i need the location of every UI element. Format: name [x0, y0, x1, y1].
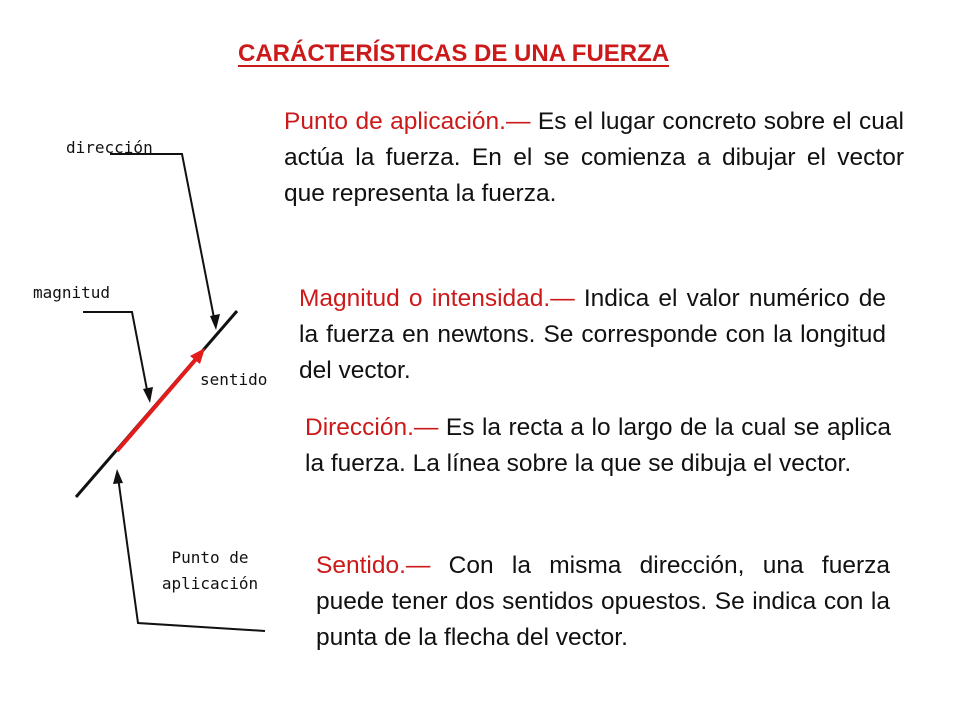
direccion-pointer [110, 154, 215, 323]
label-punto-line2: aplicación [161, 574, 259, 593]
label-sentido: sentido [200, 370, 268, 389]
force-vector [117, 358, 197, 451]
label-direccion: dirección [66, 138, 153, 157]
paragraph-punto-aplicacion [284, 104, 904, 212]
paragraph-direccion [305, 410, 891, 482]
term-magnitud: Magnitud o intensidad.— [299, 285, 575, 312]
direccion-pointer-arrowhead [210, 314, 220, 330]
text-magnitud: Indica el valor numérico de la fuerza en newtons. Se corresponde con la longitud del vector. [299, 285, 887, 384]
text-punto-aplicacion: Es el lugar concreto sobre el cual actúa la fuerza. En el se comienza a dibujar el vector que representa la fuerza. [284, 108, 905, 207]
magnitud-pointer-arrowhead [143, 387, 153, 403]
punto-pointer-arrowhead [113, 469, 123, 484]
term-direccion: Dirección.— [305, 414, 439, 441]
magnitud-pointer [83, 312, 148, 395]
text-direccion: Es la recta a lo largo de la cual se aplica la fuerza. La línea sobre la que se dibuja el vector. [305, 414, 891, 477]
paragraph-magnitud [299, 281, 886, 389]
label-punto-line1: Punto de [171, 548, 249, 567]
term-punto-aplicacion: Punto de aplicación.— [284, 108, 531, 135]
page-title: CARÁCTERÍSTICAS DE UNA FUERZA [238, 40, 670, 67]
label-punto-aplicacion [150, 545, 270, 597]
term-sentido: Sentido.— [316, 552, 431, 579]
label-magnitud: magnitud [33, 283, 111, 302]
text-sentido: Con la misma dirección, una fuerza puede tener dos sentidos opuestos. Se indica con la punta de la flecha del vector. [316, 552, 890, 651]
paragraph-sentido [316, 548, 890, 656]
